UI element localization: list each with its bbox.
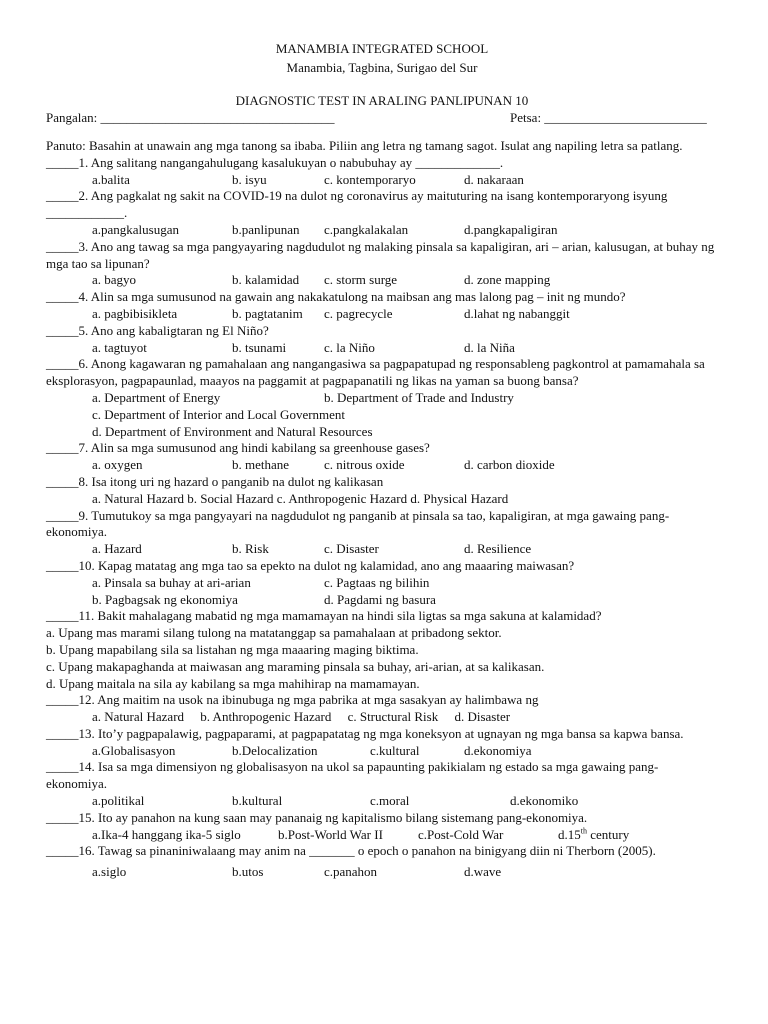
option-7a: a. oxygen: [92, 457, 143, 473]
option-1d: d. nakaraan: [464, 171, 524, 187]
options-16: [46, 864, 718, 881]
option-15d-word: century: [590, 826, 630, 842]
options-4: [46, 306, 718, 323]
option-2b: b.panlipunan: [232, 221, 300, 237]
option-16b: b.utos: [232, 864, 264, 880]
question-8: _____8. Isa itong uri ng hazard o panganib na dulot ng kalikasan: [46, 473, 384, 489]
option-3a: a. bagyo: [92, 272, 137, 288]
option-4b: b. pagtatanim: [232, 305, 303, 321]
option-1b: b. isyu: [232, 171, 267, 187]
option-2c: c.pangkalakalan: [324, 221, 409, 237]
option-5b: b. tsunami: [232, 339, 287, 355]
option-5c: c. la Niño: [324, 339, 375, 355]
question-14: _____14. Isa sa mga dimensiyon ng globalisasyon na ukol sa papaunting pakikialam ng estado sa mga gawaing pang-ekonomiya.: [46, 759, 659, 792]
option-15b: b.Post-World War II: [278, 826, 383, 842]
options-13: [46, 743, 718, 760]
option-9d: d. Resilience: [464, 541, 532, 557]
options-5: [46, 340, 718, 357]
directions: Panuto: Basahin at unawain ang mga tanong sa ibaba. Piliin ang letra ng tamang sagot. Isulat ang napiling letra sa patlang.: [46, 138, 683, 153]
options-7: [46, 457, 718, 474]
option-15c: c.Post-Cold War: [418, 826, 504, 842]
option-1c: c. kontemporaryo: [324, 171, 416, 187]
school-address: Manambia, Tagbina, Surigao del Sur: [286, 60, 478, 75]
option-9c: c. Disaster: [324, 541, 379, 557]
question-15: _____15. Ito ay panahon na kung saan may pananaig ng kapitalismo bilang sistemang pang-ekonomiya.: [46, 809, 588, 825]
option-5a: a. tagtuyot: [92, 339, 147, 355]
option-15a: a.Ika-4 hanggang ika-5 siglo: [92, 826, 241, 842]
option-5d: d. la Niña: [464, 339, 515, 355]
options-12: a. Natural Hazard b. Anthropogenic Hazard c. Structural Risk d. Disaster: [92, 709, 511, 725]
options-1: [46, 172, 718, 189]
question-9: _____9. Tumutukoy sa mga pangyayari na nagdudulot ng panganib at pinsala sa tao, kapaligiran, at mga gawaing pang-ekonomiya.: [46, 507, 670, 540]
question-11: _____11. Bakit mahalagang mabatid ng mga mamamayan na hindi sila ligtas sa mga sakuna at kalamidad?: [46, 608, 602, 624]
options-10-row2: [46, 592, 718, 609]
options-14: [46, 793, 718, 810]
option-10b: b. Pagbagsak ng ekonomiya: [92, 591, 238, 607]
option-10d: d. Pagdami ng basura: [324, 591, 436, 607]
option-6d: d. Department of Environment and Natural Resources: [92, 423, 373, 439]
option-16d: d.wave: [464, 864, 502, 880]
option-15d: [558, 827, 629, 844]
question-12: _____12. Ang maitim na usok na ibinubuga ng mga pabrika at mga sasakyan ay halimbawa ng: [46, 692, 539, 708]
option-3b: b. kalamidad: [232, 272, 300, 288]
option-11d: d. Upang maitala na sila ay kabilang sa mga mahihirap na mamamayan.: [46, 675, 420, 691]
options-3: [46, 272, 718, 289]
question-2: _____2. Ang pagkalat ng sakit na COVID-19 na dulot ng coronavirus ay maituturing na isang kontemporaryong isyung ____________.: [46, 188, 668, 221]
options-10-row1: [46, 575, 718, 592]
exam-page: [46, 40, 718, 881]
options-15: [46, 827, 718, 844]
question-13: _____13. Ito’y pagpapalawig, pagpaparami, at pagpapatatag ng mga koneksyon at ugnayan ng mga bansa sa kapwa bansa.: [46, 725, 684, 741]
question-4: _____4. Alin sa mga sumusunod na gawain ang nakakatulong na maibsan ang mas lalong pag – init ng mundo?: [46, 289, 626, 305]
option-15d-sup: th: [580, 826, 587, 836]
date-field: Petsa: _________________________: [510, 110, 707, 125]
option-6a: a. Department of Energy: [92, 389, 221, 405]
question-1: _____1. Ang salitang nangangahulugang kasalukuyan o nabubuhay ay _____________.: [46, 154, 504, 170]
option-4c: c. pagrecycle: [324, 305, 393, 321]
option-11b: b. Upang mapabilang sila sa listahan ng mga maaaring maging biktima.: [46, 641, 419, 657]
option-16c: c.panahon: [324, 864, 378, 880]
question-5: _____5. Ano ang kabaligtaran ng El Niño?: [46, 322, 269, 338]
option-11a: a. Upang mas marami silang tulong na matatanggap sa pamahalaan at pribadong sektor.: [46, 625, 502, 641]
question-7: _____7. Alin sa mga sumusunod ang hindi kabilang sa greenhouse gases?: [46, 440, 430, 456]
school-name: MANAMBIA INTEGRATED SCHOOL: [275, 41, 489, 56]
question-10: _____10. Kapag matatag ang mga tao sa epekto na dulot ng kalamidad, ano ang maaaring maiwasan?: [46, 557, 575, 573]
test-title: DIAGNOSTIC TEST IN ARALING PANLIPUNAN 10: [235, 93, 529, 108]
option-7d: d. carbon dioxide: [464, 457, 555, 473]
option-14a: a.politikal: [92, 793, 145, 809]
options-8: a. Natural Hazard b. Social Hazard c. Anthropogenic Hazard d. Physical Hazard: [92, 490, 509, 506]
options-2: [46, 222, 718, 239]
option-4a: a. pagbibisikleta: [92, 305, 178, 321]
option-10c: c. Pagtaas ng bilihin: [324, 574, 430, 590]
option-7c: c. nitrous oxide: [324, 457, 405, 473]
question-3: _____3. Ano ang tawag sa mga pangyayaring nagdudulot ng malaking pinsala sa kapaligiran, ari – arian, kalusugan, at buhay ng mga tao sa lipunan?: [46, 238, 715, 271]
option-13c: c.kultural: [370, 742, 420, 758]
option-14d: d.ekonomiko: [510, 793, 579, 809]
option-10a: a. Pinsala sa buhay at ari-arian: [92, 574, 251, 590]
option-14b: b.kultural: [232, 793, 283, 809]
option-13b: b.Delocalization: [232, 742, 318, 758]
name-field: Pangalan: ____________________________________: [46, 110, 335, 125]
question-16: _____16. Tawag sa pinaniniwalaang may anim na _______ o epoch o panahon na binigyang diin ni Therborn (2005).: [46, 843, 656, 859]
document-header: [46, 40, 718, 109]
question-6: _____6. Anong kagawaran ng pamahalaan ang nangangasiwa sa pagpapatupad ng responsableng pagkontrol at pamamahala sa eksplorasyon, pagpapaunlad, maayos na paggamit at pagpapanatili ng likas na yaman sa buong bansa?: [46, 356, 705, 389]
option-9a: a. Hazard: [92, 541, 142, 557]
option-6b: b. Department of Trade and Industry: [324, 389, 514, 405]
option-1a: a.balita: [92, 171, 130, 187]
name-date-row: [46, 109, 718, 126]
option-7b: b. methane: [232, 457, 290, 473]
option-16a: a.siglo: [92, 864, 127, 880]
option-14c: c.moral: [370, 793, 410, 809]
options-6-row1: [46, 390, 718, 407]
options-9: [46, 541, 718, 558]
option-3d: d. zone mapping: [464, 272, 551, 288]
option-6c: c. Department of Interior and Local Government: [92, 406, 346, 422]
option-2d: d.pangkapaligiran: [464, 221, 558, 237]
option-4d: d.lahat ng nabanggit: [464, 305, 570, 321]
option-2a: a.pangkalusugan: [92, 221, 180, 237]
option-9b: b. Risk: [232, 541, 269, 557]
option-15d-num: d.15: [558, 826, 581, 842]
option-13a: a.Globalisasyon: [92, 742, 176, 758]
option-13d: d.ekonomiya: [464, 742, 532, 758]
option-3c: c. storm surge: [324, 272, 398, 288]
option-11c: c. Upang makapaghanda at maiwasan ang maraming pinsala sa buhay, ari-arian, at sa kalikasan.: [46, 658, 545, 674]
